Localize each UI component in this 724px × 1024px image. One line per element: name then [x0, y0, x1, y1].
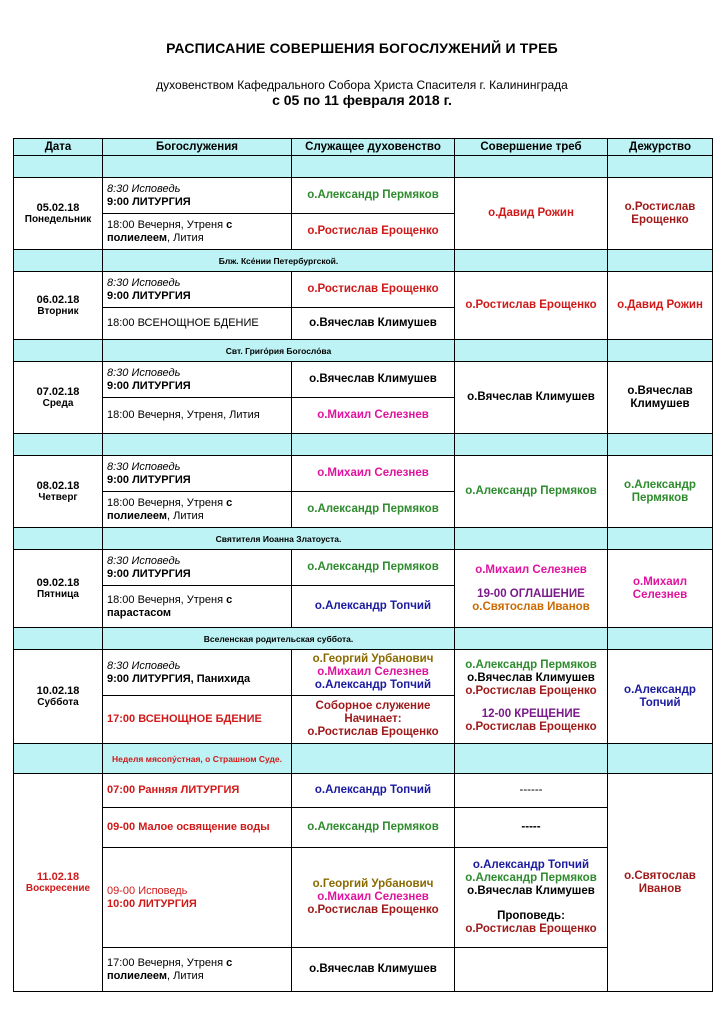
service-liturgy: 9:00 ЛИТУРГИЯ [107, 195, 191, 208]
service-text-bold: полиелеем [107, 509, 168, 522]
treby-cell: о.Ростислав Ерощенко [455, 272, 608, 340]
treby-priest: о.Михаил Селезнев [475, 563, 587, 576]
table-row [14, 650, 713, 696]
clergy-cell [292, 650, 455, 696]
service-text-bold: полиелеем [107, 969, 168, 982]
clergy-name: о.Георгий Урбанович [312, 653, 434, 665]
service-cell [103, 948, 292, 992]
service-cell: 09-00 Малое освящение воды [103, 808, 292, 848]
feast-label: Святителя Иоанна Златоуста. [103, 528, 455, 550]
service-text-bold: полиелеем [107, 231, 168, 244]
table-row [14, 272, 713, 308]
schedule-table [13, 138, 713, 992]
date-value: 05.02.18 [36, 202, 80, 214]
col-date-header: Дата [14, 139, 103, 156]
feast-label: Свт. Григо́рия Богосло́ва [103, 340, 455, 362]
service-confession: 8:30 Исповедь [107, 659, 181, 672]
service-text: 17:00 Вечерня, Утреня [107, 956, 227, 969]
clergy-name: о.Александр Топчий [314, 679, 432, 691]
service-cell [103, 848, 292, 948]
sermon-label: Проповедь: [497, 910, 565, 922]
spacer-row [14, 156, 713, 178]
service-cell [103, 178, 292, 214]
table-row [14, 774, 713, 808]
date-cell [14, 456, 103, 528]
treby-priest: о.Ростислав Ерощенко [465, 721, 597, 733]
date-cell [14, 550, 103, 628]
service-text-bold: с [226, 956, 233, 969]
date-value: 07.02.18 [36, 386, 80, 398]
col-services-header: Богослужения [103, 139, 292, 156]
table-row [14, 550, 713, 586]
treby-cell [455, 550, 608, 628]
treby-priest: о.Александр Пермяков [465, 872, 597, 884]
clergy-cell: о.Ростислав Ерощенко [292, 214, 455, 250]
service-text: , Лития [167, 231, 204, 244]
service-cell: 07:00 Ранняя ЛИТУРГИЯ [103, 774, 292, 808]
clergy-name: о.Михаил Селезнев [317, 666, 429, 678]
service-text-bold: с [226, 218, 233, 231]
service-cell [103, 586, 292, 628]
treby-priest: о.Ростислав Ерощенко [465, 923, 597, 935]
service-cell: 18:00 Вечерня, Утреня, Лития [103, 398, 292, 434]
treby-cell [455, 848, 608, 948]
treby-priest: о.Святослав Иванов [472, 600, 590, 613]
date-value: 08.02.18 [36, 480, 80, 492]
clergy-name: о.Георгий Урбанович [312, 878, 434, 890]
duty-cell: о.Святослав Иванов [608, 774, 713, 992]
service-cell: 18:00 ВСЕНОЩНОЕ БДЕНИЕ [103, 308, 292, 340]
clergy-cell: о.Александр Топчий [292, 774, 455, 808]
service-text-bold: с [226, 496, 233, 509]
clergy-cell: о.Михаил Селезнев [292, 456, 455, 492]
table-row [14, 456, 713, 492]
spacer-row [14, 434, 713, 456]
date-cell [14, 272, 103, 340]
service-text: , Лития [167, 509, 204, 522]
feast-label: Неделя мясопу́стная, о Страшном Суде. [103, 744, 292, 774]
treby-priest: о.Вячеслав Климушев [467, 672, 595, 684]
duty-cell: о.Вячеслав Климушев [608, 362, 713, 434]
service-cell [103, 214, 292, 250]
date-cell [14, 178, 103, 250]
page-subtitle: духовенством Кафедрального Собора Христа Спасителя г. Калининграда [156, 78, 568, 92]
date-value: 06.02.18 [36, 294, 80, 306]
clergy-cell: о.Александр Пермяков [292, 492, 455, 528]
date-value: 11.02.18 [36, 871, 80, 883]
clergy-name: о.Ростислав Ерощенко [307, 904, 439, 916]
service-cell [103, 456, 292, 492]
weekday: Четверг [38, 492, 78, 503]
date-cell [14, 650, 103, 744]
clergy-cell: о.Вячеслав Климушев [292, 948, 455, 992]
clergy-cell: о.Вячеслав Климушев [292, 308, 455, 340]
clergy-cell [292, 696, 455, 744]
weekday: Воскресение [25, 883, 91, 894]
service-liturgy: 9:00 ЛИТУРГИЯ [107, 473, 191, 486]
duty-cell: о.Михаил Селезнев [608, 550, 713, 628]
treby-cell: ----- [455, 808, 608, 848]
clergy-note: Начинает: [344, 713, 402, 725]
table-header-row [14, 139, 713, 156]
table-row [14, 362, 713, 398]
service-cell [103, 492, 292, 528]
service-cell [103, 272, 292, 308]
weekday: Понедельник [24, 214, 92, 225]
weekday: Среда [42, 398, 74, 409]
service-text: 18:00 Вечерня, Утреня [107, 496, 227, 509]
schedule-period: с 05 по 11 февраля 2018 г. [272, 92, 452, 108]
clergy-cell: о.Михаил Селезнев [292, 398, 455, 434]
page-title: РАСПИСАНИЕ СОВЕРШЕНИЯ БОГОСЛУЖЕНИЙ И ТРЕБ [166, 40, 558, 56]
service-text: 18:00 Вечерня, Утреня [107, 593, 227, 606]
clergy-name: о.Михаил Селезнев [317, 891, 429, 903]
clergy-name: о.Ростислав Ерощенко [307, 726, 439, 738]
table-row [14, 178, 713, 214]
service-cell: 17:00 ВСЕНОЩНОЕ БДЕНИЕ [103, 696, 292, 744]
service-liturgy: 9:00 ЛИТУРГИЯ [107, 289, 191, 302]
service-confession: 8:30 Исповедь [107, 460, 181, 473]
clergy-cell: о.Вячеслав Климушев [292, 362, 455, 398]
service-cell [103, 362, 292, 398]
service-liturgy: 9:00 ЛИТУРГИЯ, Панихида [107, 672, 251, 685]
date-cell [14, 774, 103, 992]
service-text-bold: с [226, 593, 233, 606]
service-cell [103, 650, 292, 696]
service-confession: 8:30 Исповедь [107, 182, 181, 195]
clergy-note: Соборное служение [315, 700, 431, 712]
treby-priest: о.Ростислав Ерощенко [465, 685, 597, 697]
col-clergy-header: Служащее духовенство [292, 139, 455, 156]
service-confession: 8:30 Исповедь [107, 276, 181, 289]
treby-cell: о.Давид Рожин [455, 178, 608, 250]
service-confession: 8:30 Исповедь [107, 366, 181, 379]
feast-label: Блж. Ксе́нии Петербургской. [103, 250, 455, 272]
service-cell [103, 550, 292, 586]
clergy-cell: о.Александр Пермяков [292, 178, 455, 214]
col-duty-header: Дежурство [608, 139, 713, 156]
service-text-bold: парастасом [107, 606, 172, 619]
treby-cell: ------ [455, 774, 608, 808]
col-treby-header: Совершение треб [455, 139, 608, 156]
treby-event: 19-00 ОГЛАШЕНИЕ [477, 587, 585, 600]
clergy-cell: о.Александр Пермяков [292, 808, 455, 848]
feast-row [14, 744, 713, 774]
treby-cell [455, 948, 608, 992]
service-text: 18:00 Вечерня, Утреня [107, 218, 227, 231]
treby-priest: о.Александр Топчий [472, 859, 590, 871]
treby-cell: о.Александр Пермяков [455, 456, 608, 528]
clergy-cell: о.Александр Пермяков [292, 550, 455, 586]
treby-event: 12-00 КРЕЩЕНИЕ [481, 708, 581, 720]
service-confession: 8:30 Исповедь [107, 554, 181, 567]
service-liturgy: 10:00 ЛИТУРГИЯ [107, 897, 197, 910]
clergy-cell: о.Александр Топчий [292, 586, 455, 628]
treby-priest: о.Александр Пермяков [465, 659, 597, 671]
date-cell [14, 362, 103, 434]
clergy-cell: о.Ростислав Ерощенко [292, 272, 455, 308]
weekday: Вторник [37, 306, 79, 317]
treby-priest: о.Вячеслав Климушев [467, 885, 595, 897]
date-value: 09.02.18 [36, 577, 80, 589]
feast-row [14, 528, 713, 550]
service-confession: 09-00 Исповедь [107, 884, 188, 897]
duty-cell: о.Ростислав Ерощенко [608, 178, 713, 250]
service-liturgy: 9:00 ЛИТУРГИЯ [107, 567, 191, 580]
clergy-cell [292, 848, 455, 948]
weekday: Пятница [37, 589, 79, 600]
duty-cell: о.Александр Пермяков [608, 456, 713, 528]
service-liturgy: 9:00 ЛИТУРГИЯ [107, 379, 191, 392]
treby-cell [455, 650, 608, 744]
feast-row [14, 628, 713, 650]
duty-cell: о.Александр Топчий [608, 650, 713, 744]
service-text: , Лития [167, 969, 204, 982]
feast-row [14, 250, 713, 272]
treby-cell: о.Вячеслав Климушев [455, 362, 608, 434]
feast-row [14, 340, 713, 362]
weekday: Суббота [37, 697, 79, 708]
date-value: 10.02.18 [36, 685, 80, 697]
feast-label: Вселенская родительская суббота. [103, 628, 455, 650]
duty-cell: о.Давид Рожин [608, 272, 713, 340]
